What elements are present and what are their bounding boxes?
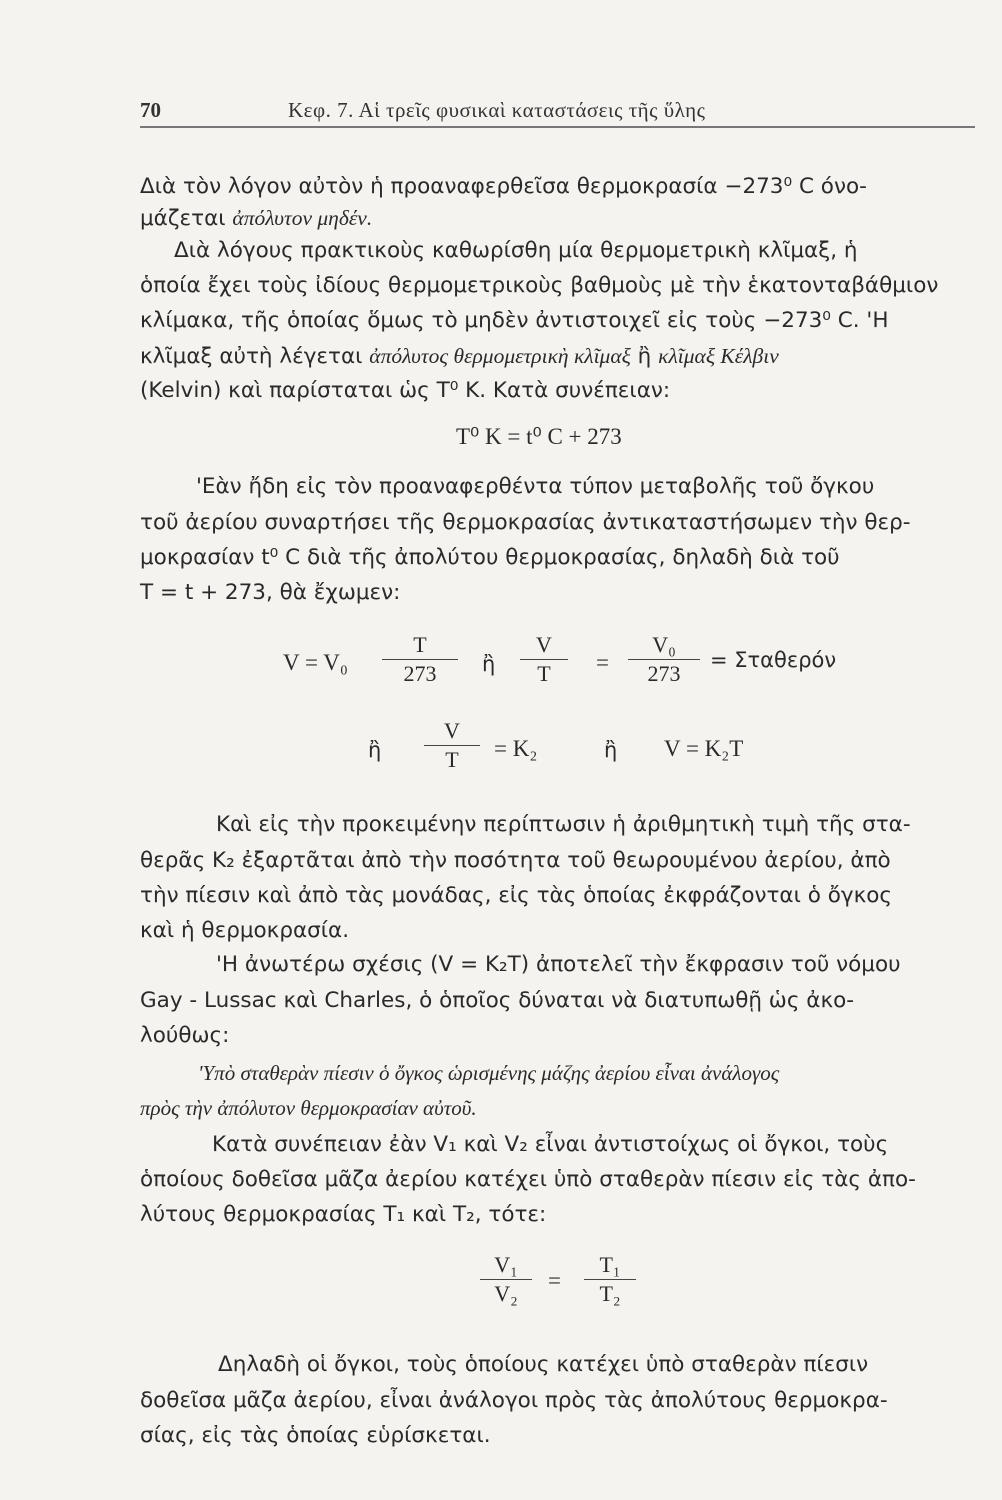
para2-line5: (Kelvin) καὶ παρίσταται ὡς T⁰ K. Κατὰ συνέπειαν: [140,378,671,403]
eq2-fraction-3 [628,632,700,687]
para4-line3: τὴν πίεσιν καὶ ἀπὸ τὰς μονάδας, εἰς τὰς ὁποίας ἐκφράζονται ὁ ὄγκος [140,883,893,908]
law-statement-line2: πρὸς τὴν ἀπόλυτον θερμοκρασίαν αὐτοῦ. [140,1096,477,1120]
eq2-f2-numerator: V [536,632,552,657]
eq3-denominator: T [445,747,459,772]
header-rule [140,126,975,128]
eq3-fraction [424,718,480,773]
eq2-f1-numerator: T [413,632,427,657]
eq3-numerator: V [444,718,460,743]
eq2-or: ἢ [482,652,496,676]
term-absolute-zero: ἀπόλυτον μηδέν. [232,206,373,230]
para3-line1: 'Εὰν ἤδη εἰς τὸν προαναφερθέντα τύπον μεταβολῆς τοῦ ὄγκου [196,474,875,499]
term-absolute-scale: ἀπόλυτος θερμομετρικὴ κλῖμαξ [369,344,631,368]
para4-line4: καὶ ἡ θερμοκρασία. [140,918,350,943]
para2-line3: κλίμακα, τῆς ὁποίας ὅμως τὸ μηδὲν ἀντιστοιχεῖ εἰς τοὺς −273⁰ C. 'Η [140,308,889,333]
eq2-f3-numerator: V₀ [652,632,676,657]
eq2-fraction-1 [382,632,458,687]
eq3-rhs: V = K₂T [664,736,744,761]
eq3-or-2: ἢ [604,738,618,762]
fraction-bar [382,659,458,660]
para1-line1: Διὰ τὸν λόγον αὐτὸν ἡ προαναφερθεῖσα θερμοκρασία −273⁰ C όνο- [140,174,867,199]
eq3-k2: = K₂ [494,736,538,761]
para3-line4: T = t + 273, θὰ ἔχωμεν: [140,580,401,605]
para5-line1: 'Η ἀνωτέρω σχέσις (V = K₂T) ἀποτελεῖ τὴν ἔκφρασιν τοῦ νόμου [216,952,901,977]
para2-line1: Διὰ λόγους πρακτικοὺς καθωρίσθη μία θερμομετρικὴ κλῖμαξ, ἡ [174,238,858,263]
para3-line3: μοκρασίαν t⁰ C διὰ τῆς ἀπολύτου θερμοκρασίας, δηλαδὴ διὰ τοῦ [140,545,840,570]
eq2-f2-denominator: T [537,661,551,686]
eq4-f2-numerator: T₁ [599,1252,621,1277]
eq4-f1-denominator: V₂ [494,1281,518,1306]
para6-line3: λύτους θερμοκρασίας T₁ καὶ T₂, τότε: [140,1202,547,1227]
para5-line2: Gay - Lussac καὶ Charles, ὁ ὁποῖος δύναται νὰ διατυπωθῇ ὡς ἀκο- [140,988,855,1013]
eq4-f2-denominator: T₂ [599,1281,621,1306]
fraction-bar [628,659,700,660]
para4-line1: Καὶ εἰς τὴν προκειμένην περίπτωσιν ἡ ἀριθμητικὴ τιμὴ τῆς στα- [216,812,911,837]
fraction-bar [584,1279,636,1280]
para2-line4-or: ἢ [630,344,659,369]
para7-line1: Δηλαδὴ οἱ ὄγκοι, τοὺς ὁποίους κατέχει ὑπὸ σταθερὰν πίεσιν [218,1352,869,1377]
eq2-f3-denominator: 273 [647,661,681,686]
eq2-lhs: V = V₀ [283,650,348,675]
running-title: Κεφ. 7. Αἱ τρεῖς φυσικαὶ καταστάσεις τῆς ὕλης [288,98,706,122]
eq4-fraction-2 [584,1252,636,1307]
para1-line2-text: μάζεται [140,206,233,231]
eq2-fraction-2 [520,632,568,687]
term-kelvin-scale: κλῖμαξ Κέλβιν [658,344,779,368]
eq2-rhs-constant: = Σταθερόν [710,648,837,672]
para2-line2: ὁποία ἔχει τοὺς ἰδίους θερμομετρικοὺς βαθμοὺς μὲ τὴν ἑκατονταβάθμιον [140,273,939,298]
para6-line2: ὁποίους δοθεῖσα μᾶζα ἀερίου κατέχει ὑπὸ σταθερὰν πίεσιν εἰς τὰς ἀπο- [140,1167,916,1192]
law-statement-line1: 'Υπὸ σταθερὰν πίεσιν ὁ ὄγκος ὡρισμένης μάζης ἀερίου εἶναι ἀνάλογος [198,1061,780,1085]
para6-line1: Κατὰ συνέπειαν ἐὰν V₁ καὶ V₂ εἶναι ἀντιστοίχως οἱ ὄγκοι, τοὺς [212,1132,889,1157]
para7-line3: σίας, εἰς τὰς ὁποίας εὑρίσκεται. [140,1423,491,1448]
fraction-bar [424,745,480,746]
equation-kelvin: T⁰ K = t⁰ C + 273 [456,424,622,449]
para1-line2 [140,203,372,233]
para3-line2: τοῦ ἀερίου συναρτήσει τῆς θερμοκρασίας ἀντικαταστήσωμεν τὴν θερ- [140,510,911,535]
eq4-f1-numerator: V₁ [494,1252,518,1277]
eq2-equals: = [596,650,609,675]
eq2-f1-denominator: 273 [403,661,437,686]
eq4-equals: = [548,1268,561,1293]
page-number: 70 [140,98,161,122]
page-header [140,98,975,128]
fraction-bar [480,1279,532,1280]
para5-line3: λούθως: [140,1023,230,1048]
para4-line2: θερᾶς K₂ ἐξαρτᾶται ἀπὸ τὴν ποσότητα τοῦ θεωρουμένου ἀερίου, ἀπὸ [140,848,891,873]
para2-line4 [140,341,779,371]
para2-line4-text: κλῖμαξ αὐτὴ λέγεται [140,344,370,369]
eq4-fraction-1 [480,1252,532,1307]
fraction-bar [520,659,568,660]
para7-line2: δοθεῖσα μᾶζα ἀερίου, εἶναι ἀνάλογοι πρὸς τὰς ἀπολύτους θερμοκρα- [140,1388,888,1413]
eq3-or-1: ἢ [368,738,382,762]
